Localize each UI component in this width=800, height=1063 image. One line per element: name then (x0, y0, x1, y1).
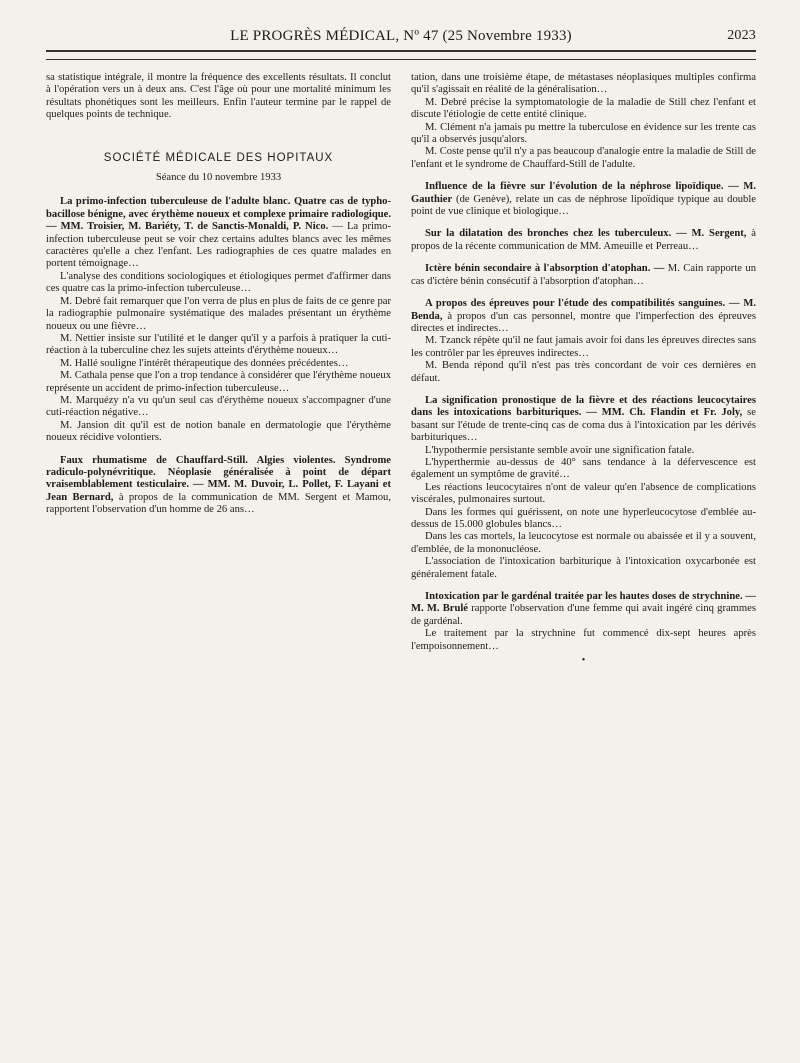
article-heading: Intoxication par le gardénal traitée par les hautes doses de strychnine. — M. M. Brulé (411, 591, 756, 615)
article-body: se basant sur l'étude de trente-cinq cas de coma dus à l'intoxication par les dérivés barbituriques… (411, 407, 756, 444)
paragraph: L'hyperthermie au-dessus de 40° sans tendance à la défervescence est également un symptôme de gravité… (411, 456, 756, 481)
paragraph: M. Benda répond qu'il n'est pas très concordant de voir ces dernières en défaut. (411, 360, 756, 384)
running-header (46, 0, 756, 44)
paragraph: M. Coste pense qu'il n'y a pas beaucoup d'analogie entre la maladie de Still de l'enfant et le syndrome de Chauffard-Still de l'adulte. (411, 146, 756, 170)
article-heading: Ictère bénin secondaire à l'absorption d'atophan. — (425, 263, 665, 275)
paragraph: L'hypothermie persistante semble avoir une signification fatale. (425, 444, 695, 456)
article-gardenal (411, 591, 756, 628)
left-column (46, 72, 391, 667)
session-date: Séance du 10 novembre 1933 (155, 172, 282, 184)
article-body: à propos de la communication de MM. Sergent et Mamou, rapportent l'observation d'un homme de 26 ans… (46, 491, 391, 516)
paragraph: Les réactions leucocytaires n'ont de valeur qu'en l'absence de complications viscérales, pulmonaires surtout. (411, 481, 756, 506)
paragraph: Dans les cas mortels, la leucocytose est normale ou abaissée et il y a souvent, d'emblée, de la mononucléose. (411, 531, 756, 555)
end-mark: • (581, 655, 586, 667)
paragraph: M. Hallé souligne l'intérêt thérapeutique des données précédentes… (60, 357, 349, 369)
article-compatibilites (411, 298, 756, 335)
section-heading: SOCIÉTÉ MÉDICALE DES HOPITAUX (103, 151, 334, 164)
paragraph: M. Cathala pense que l'on a trop tendance à considérer que l'érythème noueux représente un accident de primo-infection tuberculeuse… (46, 370, 391, 394)
right-column (411, 72, 756, 667)
paragraph: M. Debré fait remarquer que l'on verra de plus en plus de faits de ce genre par la radiographie pulmonaire systématique des malades présentant un érythème noueux ou une fièvre… (46, 295, 391, 332)
paragraph: L'association de l'intoxication barbiturique à l'intoxication oxycarbonée est généralement fatale. (411, 556, 756, 580)
paragraph: M. Clément n'a jamais pu mettre la tuberculose en évidence sur les trente cas qu'il a observés jusqu'alors. (411, 121, 756, 146)
paragraph: M. Debré précise la symptomatologie de la maladie de Still chez l'enfant et discute l'étiologie de cette entité clinique. (411, 96, 756, 121)
article-body: — La primo-infection tuberculeuse peut se voir chez certains adultes blancs avec les mêmes caractères qu'elle a chez l'enfant. Les radiographies de ces quatre malades en portent témoignage… (46, 221, 391, 270)
paragraph: Le traitement par la strychnine fut commencé dix-sept heures après l'empoisonnement… (411, 628, 756, 652)
article-heading: Faux rhumatisme de Chauffard-Still. Algies violentes. Syndrome radiculo-polynévritique. Néoplasie généralisée à point de départ vraisemblablement testiculaire. — MM. M. Duvoir, L. Pollet, F. Layani et Jean Bernard, (46, 454, 391, 503)
header-rule (46, 50, 756, 60)
page-number: 2023 (727, 28, 756, 43)
article-nephrose (411, 181, 756, 218)
article-heading: La signification pronostique de la fièvre et des réactions leucocytaires dans les intoxications barbituriques. — MM. Ch. Flandin et Fr. Joly, (411, 394, 756, 419)
article-bronches (411, 228, 756, 253)
article-chauffard-still (46, 455, 391, 517)
paragraph: tation, dans une troisième étape, de métastases néoplasiques multiples confirma qu'il s'agissait en réalité de la généralisation… (411, 72, 756, 96)
article-heading: Influence de la fièvre sur l'évolution de la néphrose lipoïdique. — M. Gauthier (411, 181, 756, 205)
two-column-body (46, 72, 756, 667)
article-heading: La primo-infection tuberculeuse de l'adulte blanc. Quatre cas de typho-bacillose bénigne, avec érythème noueux et complexe primaire radiologique. — MM. Troisier, M. Bariéty, T. de Sanctis-Monaldi, P. Nico. (46, 196, 391, 233)
article-body: à propos de la récente communication de MM. Ameuille et Perreau… (411, 228, 756, 252)
article-body: rapporte l'observation d'une femme qui avait ingéré cinq grammes de gardénal. (411, 603, 756, 627)
article-body: à propos d'un cas personnel, montre que l'imperfection des épreuves directes et indirectes… (411, 310, 756, 334)
paragraph: L'analyse des conditions sociologiques et étiologiques permet d'affirmer dans ces quatre cas la primo-infection tuberculeuse… (46, 270, 391, 295)
journal-title: LE PROGRÈS MÉDICAL, Nº 47 (25 Novembre 1933) (230, 28, 572, 44)
paragraph: M. Jansion dit qu'il est de notion banale en dermatologie que l'érythème noueux récidive volontiers. (46, 419, 391, 444)
article-heading: Sur la dilatation des bronches chez les tuberculeux. — M. Sergent, (425, 228, 747, 240)
paragraph: M. Tzanck répète qu'il ne faut jamais avoir foi dans les épreuves directes sans les contrôler par les épreuves indirectes… (411, 335, 756, 359)
article-barbituriques (411, 395, 756, 445)
article-body: (de Genève), relate un cas de néphrose lipoïdique typique au double point de vue clinique et biologique… (411, 193, 756, 218)
intro-paragraph: sa statistique intégrale, il montre la fréquence des excellents résultats. Il conclut à l'opération vers un à deux ans. C'est l'âge où pour une mortalité minimum les résultats phonétiques sont les meilleurs. Enfin l'auteur termine par le rappel de quelques points de technique. (46, 72, 391, 121)
article-atophan (411, 263, 756, 288)
paragraph: Dans les formes qui guérissent, on note une hyperleucocytose d'emblée au-dessus de 15.000 globules blancs… (411, 506, 756, 530)
article-heading: A propos des épreuves pour l'étude des compatibilités sanguines. — M. Benda, (411, 298, 756, 322)
article-body: M. Cain rapporte un cas d'ictère bénin consécutif à l'absorption d'atophan… (411, 263, 756, 287)
article-tuberculose (46, 196, 391, 270)
paragraph: M. Nettier insiste sur l'utilité et le danger qu'il y a parfois à pratiquer la cuti-réaction à la tuberculine chez les sujets atteints d'érythème noueux… (46, 332, 391, 357)
paragraph: M. Marquézy n'a vu qu'un seul cas d'érythème noueux s'accompagner d'une cuti-réaction négative… (46, 394, 391, 419)
